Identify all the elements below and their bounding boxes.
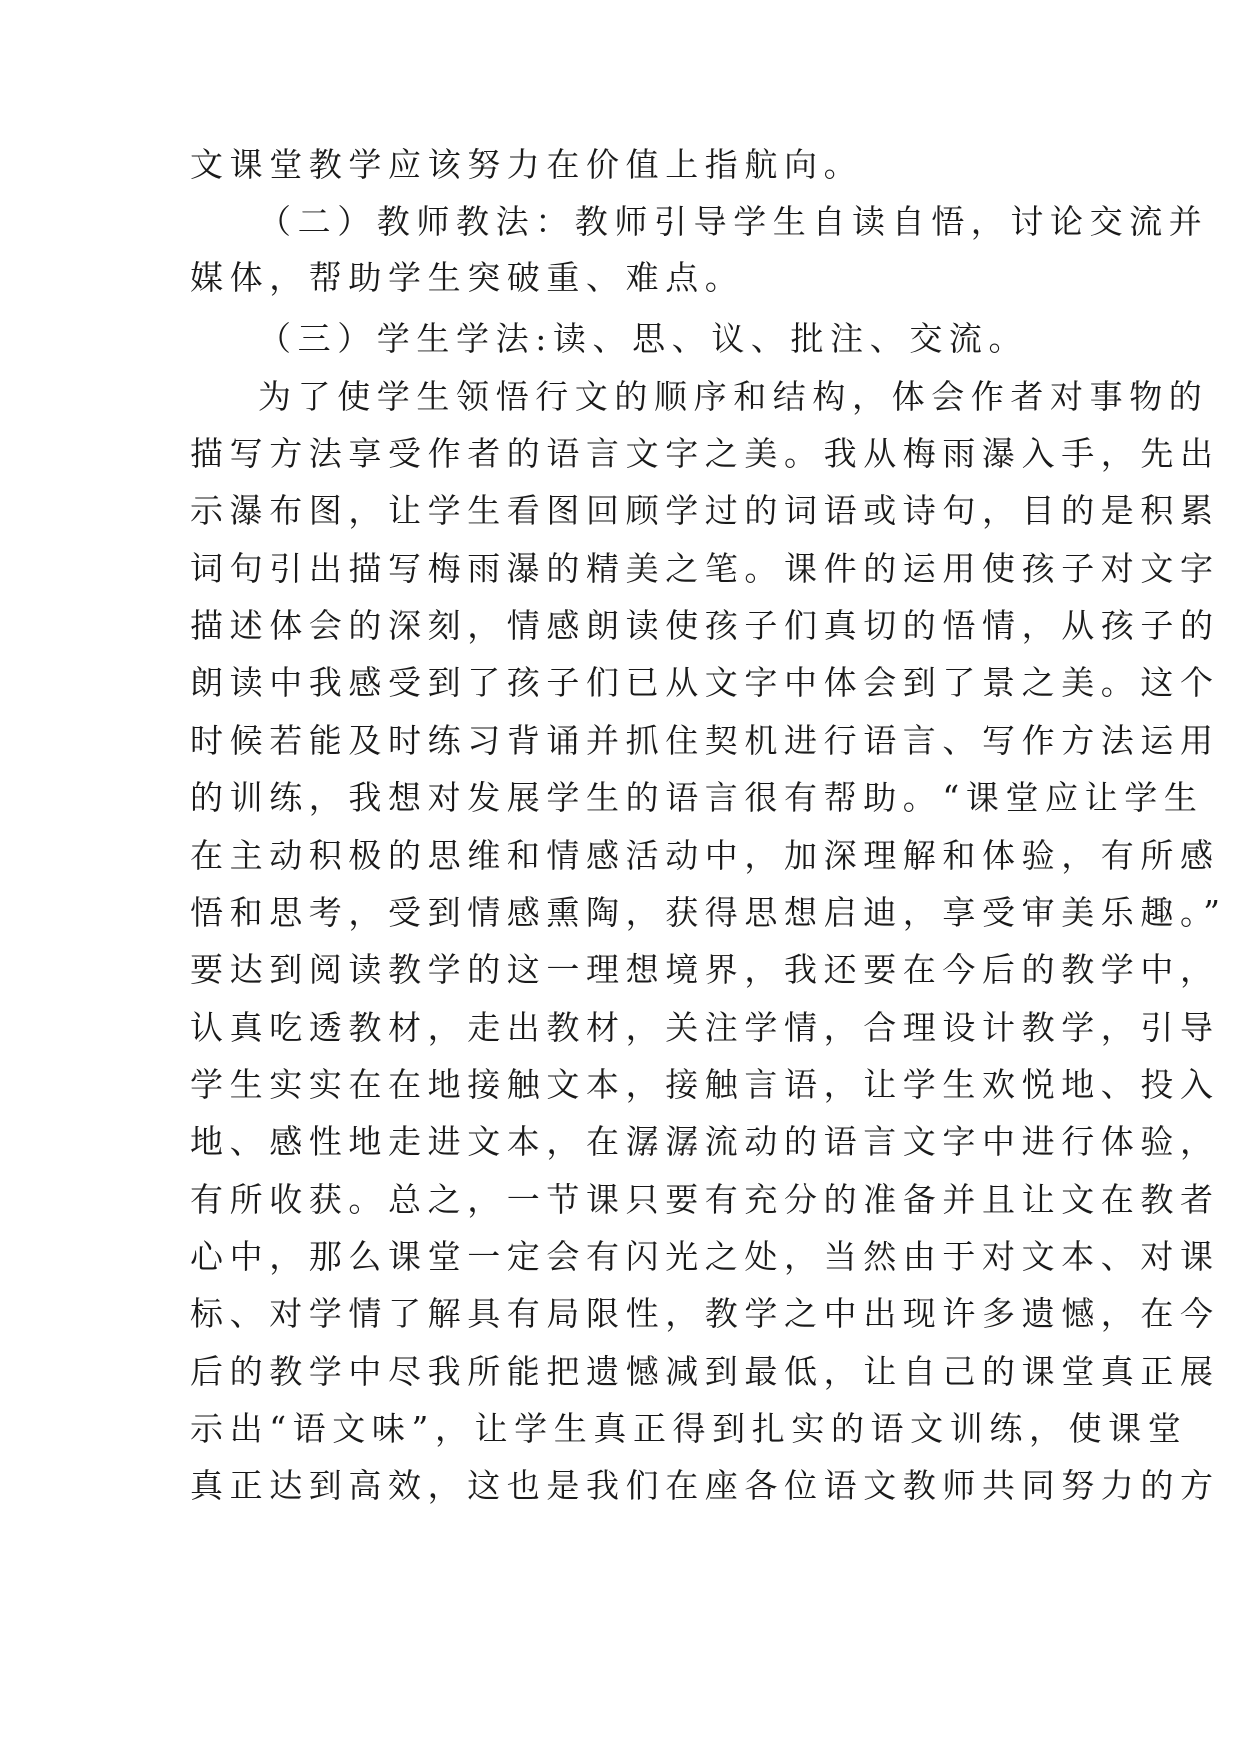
text-line: 时候若能及时练习背诵并抓住契机进行语言、写作方法运用 [190, 721, 1220, 760]
text-line: 朗读中我感受到了孩子们已从文字中体会到了景之美。这个 [190, 663, 1220, 702]
text-line: 媒体，帮助学生突破重、难点。 [190, 258, 745, 297]
text-line: （三）学生学法:读、思、议、批注、交流。 [258, 319, 1029, 358]
text-line: （二）教师教法：教师引导学生自读自悟，讨论交流并 [258, 202, 1209, 241]
text-line: 示出“语文味”，让学生真正得到扎实的语文训练，使课堂 [190, 1409, 1188, 1448]
text-line: 描述体会的深刻，情感朗读使孩子们真切的悟情，从孩子的 [190, 606, 1220, 645]
text-line: 的训练，我想对发展学生的语言很有帮助。“课堂应让学生 [190, 778, 1204, 817]
text-line: 为了使学生领悟行文的顺序和结构，体会作者对事物的 [258, 377, 1209, 416]
text-line: 示瀑布图，让学生看图回顾学过的词语或诗句，目的是积累 [190, 491, 1220, 530]
text-line: 在主动积极的思维和情感活动中，加深理解和体验，有所感 [190, 836, 1220, 875]
text-line: 词句引出描写梅雨瀑的精美之笔。课件的运用使孩子对文字 [190, 549, 1220, 588]
text-line: 要达到阅读教学的这一理想境界，我还要在今后的教学中， [190, 950, 1220, 989]
text-line: 认真吃透教材，走出教材，关注学情，合理设计教学，引导 [190, 1008, 1220, 1047]
text-line: 标、对学情了解具有局限性，教学之中出现许多遗憾，在今 [190, 1294, 1220, 1333]
text-line: 学生实实在在地接触文本，接触言语，让学生欢悦地、投入 [190, 1065, 1220, 1104]
text-line: 心中，那么课堂一定会有闪光之处，当然由于对文本、对课 [190, 1237, 1220, 1276]
text-line: 后的教学中尽我所能把遗憾减到最低，让自己的课堂真正展 [190, 1352, 1220, 1391]
text-line: 描写方法享受作者的语言文字之美。我从梅雨瀑入手，先出 [190, 434, 1220, 473]
text-line: 有所收获。总之，一节课只要有充分的准备并且让文在教者 [190, 1180, 1220, 1219]
text-line: 真正达到高效，这也是我们在座各位语文教师共同努力的方 [190, 1466, 1220, 1505]
text-line: 地、感性地走进文本，在潺潺流动的语言文字中进行体验， [190, 1122, 1220, 1161]
text-line: 悟和思考，受到情感熏陶，获得思想启迪，享受审美乐趣。” [190, 893, 1227, 932]
text-line: 文课堂教学应该努力在价值上指航向。 [190, 145, 864, 184]
